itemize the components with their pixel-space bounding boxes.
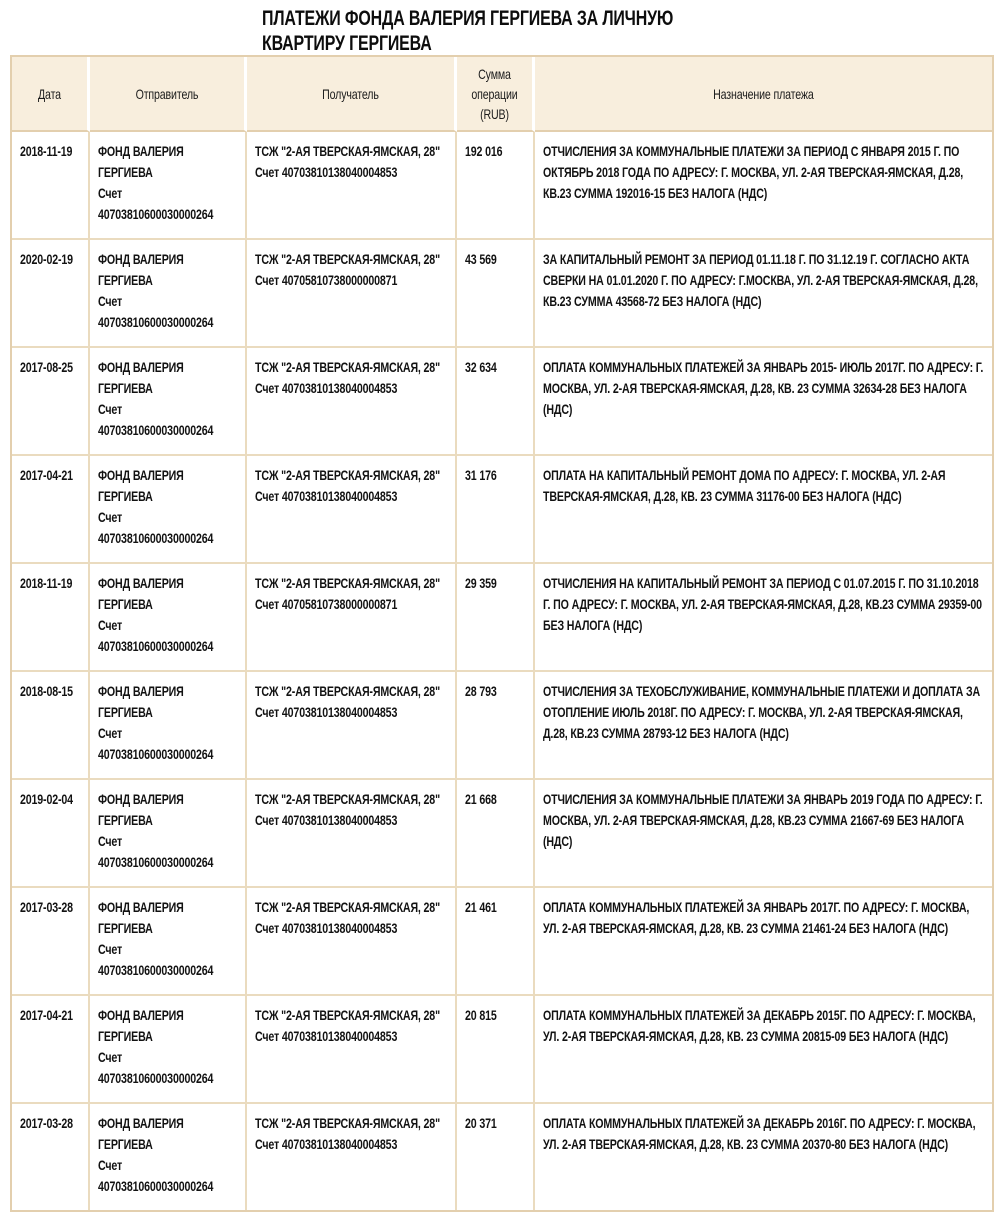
sender-account: Счет 40703810600030000264 (98, 725, 214, 762)
sender-name: ФОНД ВАЛЕРИЯ ГЕРГИЕВА (98, 683, 184, 720)
sender-cell (90, 456, 247, 564)
recipient-cell (247, 240, 457, 348)
recipient-cell (247, 672, 457, 780)
table-row (12, 780, 992, 888)
recipient-account: Счет 40703810138040004853 (255, 380, 398, 396)
recipient-account: Счет 40703810138040004853 (255, 1028, 398, 1044)
recipient-cell (247, 1104, 457, 1210)
date-cell: 2017-04-21 (12, 456, 90, 564)
table-row (12, 132, 992, 240)
amount-cell: 20 815 (457, 996, 535, 1104)
sender-account: Счет 40703810600030000264 (98, 833, 214, 870)
recipient-account: Счет 40705810738000000871 (255, 596, 398, 612)
recipient-name: ТСЖ "2-АЯ ТВЕРСКАЯ-ЯМСКАЯ, 28" (255, 359, 440, 375)
recipient-cell (247, 132, 457, 240)
amount-cell: 21 668 (457, 780, 535, 888)
table-row (12, 888, 992, 996)
col-header-recipient: Получатель (247, 57, 457, 132)
recipient-name: ТСЖ "2-АЯ ТВЕРСКАЯ-ЯМСКАЯ, 28" (255, 1007, 440, 1023)
date-cell: 2017-04-21 (12, 996, 90, 1104)
sender-cell (90, 780, 247, 888)
recipient-name: ТСЖ "2-АЯ ТВЕРСКАЯ-ЯМСКАЯ, 28" (255, 899, 440, 915)
col-header-sender: Отправитель (90, 57, 247, 132)
sender-cell (90, 996, 247, 1104)
sender-name: ФОНД ВАЛЕРИЯ ГЕРГИЕВА (98, 791, 184, 828)
date-cell: 2020-02-19 (12, 240, 90, 348)
purpose-cell: ЗА КАПИТАЛЬНЫЙ РЕМОНТ ЗА ПЕРИОД 01.11.18 Г. ПО 31.12.19 Г. СОГЛАСНО АКТА СВЕРКИ НА 01.01.2020 Г. ПО АДРЕСУ: Г.МОСКВА, УЛ. 2-АЯ ТВЕРСКАЯ-ЯМСКАЯ, Д.28, КВ.23 СУММА 43568-72 БЕЗ НАЛОГА (НДС) (535, 240, 992, 348)
recipient-account: Счет 40703810138040004853 (255, 704, 398, 720)
recipient-name: ТСЖ "2-АЯ ТВЕРСКАЯ-ЯМСКАЯ, 28" (255, 683, 440, 699)
sender-cell (90, 672, 247, 780)
purpose-cell: ОПЛАТА КОММУНАЛЬНЫХ ПЛАТЕЖЕЙ ЗА ЯНВАРЬ 2015- ИЮЛЬ 2017Г. ПО АДРЕСУ: Г. МОСКВА, УЛ. 2-АЯ ТВЕРСКАЯ-ЯМСКАЯ, Д.28, КВ. 23 СУММА 32634-28 БЕЗ НАЛОГА (НДС) (535, 348, 992, 456)
sender-name: ФОНД ВАЛЕРИЯ ГЕРГИЕВА (98, 467, 184, 504)
table-row (12, 240, 992, 348)
table-row (12, 672, 992, 780)
date-cell: 2017-03-28 (12, 1104, 90, 1210)
recipient-cell (247, 348, 457, 456)
sender-cell (90, 240, 247, 348)
table-row (12, 564, 992, 672)
date-cell: 2018-08-15 (12, 672, 90, 780)
sender-account: Счет 40703810600030000264 (98, 941, 214, 978)
sender-account: Счет 40703810600030000264 (98, 1049, 214, 1086)
sender-cell (90, 1104, 247, 1210)
recipient-cell (247, 456, 457, 564)
purpose-cell: ОПЛАТА КОММУНАЛЬНЫХ ПЛАТЕЖЕЙ ЗА ДЕКАБРЬ 2015Г. ПО АДРЕСУ: Г. МОСКВА, УЛ. 2-АЯ ТВЕРСКАЯ-ЯМСКАЯ, Д.28, КВ. 23 СУММА 20815-09 БЕЗ НАЛОГА (НДС) (535, 996, 992, 1104)
purpose-cell: ОТЧИСЛЕНИЯ ЗА КОММУНАЛЬНЫЕ ПЛАТЕЖИ ЗА ПЕРИОД С ЯНВАРЯ 2015 Г. ПО ОКТЯБРЬ 2018 ГОДА ПО АДРЕСУ: Г. МОСКВА, УЛ. 2-АЯ ТВЕРСКАЯ-ЯМСКАЯ, Д.28, КВ.23 СУММА 192016-15 БЕЗ НАЛОГА (НДС) (535, 132, 992, 240)
table-row (12, 348, 992, 456)
sender-account: Счет 40703810600030000264 (98, 509, 214, 546)
date-cell: 2018-11-19 (12, 564, 90, 672)
sender-account: Счет 40703810600030000264 (98, 185, 214, 222)
sender-cell (90, 888, 247, 996)
purpose-cell: ОПЛАТА КОММУНАЛЬНЫХ ПЛАТЕЖЕЙ ЗА ДЕКАБРЬ 2016Г. ПО АДРЕСУ: Г. МОСКВА, УЛ. 2-АЯ ТВЕРСКАЯ-ЯМСКАЯ, Д.28, КВ. 23 СУММА 20370-80 БЕЗ НАЛОГА (НДС) (535, 1104, 992, 1210)
amount-cell: 29 359 (457, 564, 535, 672)
sender-account: Счет 40703810600030000264 (98, 617, 214, 654)
amount-cell: 43 569 (457, 240, 535, 348)
purpose-cell: ОТЧИСЛЕНИЯ ЗА ТЕХОБСЛУЖИВАНИЕ, КОММУНАЛЬНЫЕ ПЛАТЕЖИ И ДОПЛАТА ЗА ОТОПЛЕНИЕ ИЮЛЬ 2018Г. ПО АДРЕСУ: Г. МОСКВА, УЛ. 2-АЯ ТВЕРСКАЯ-ЯМСКАЯ, Д.28, КВ.23 СУММА 28793-12 БЕЗ НАЛОГА (НДС) (535, 672, 992, 780)
sender-name: ФОНД ВАЛЕРИЯ ГЕРГИЕВА (98, 575, 184, 612)
amount-cell: 20 371 (457, 1104, 535, 1210)
recipient-name: ТСЖ "2-АЯ ТВЕРСКАЯ-ЯМСКАЯ, 28" (255, 575, 440, 591)
sender-account: Счет 40703810600030000264 (98, 401, 214, 438)
sender-cell (90, 132, 247, 240)
sender-cell (90, 348, 247, 456)
recipient-name: ТСЖ "2-АЯ ТВЕРСКАЯ-ЯМСКАЯ, 28" (255, 791, 440, 807)
recipient-name: ТСЖ "2-АЯ ТВЕРСКАЯ-ЯМСКАЯ, 28" (255, 251, 440, 267)
sender-account: Счет 40703810600030000264 (98, 1157, 214, 1194)
payments-table (10, 55, 994, 1212)
purpose-cell: ОТЧИСЛЕНИЯ НА КАПИТАЛЬНЫЙ РЕМОНТ ЗА ПЕРИОД С 01.07.2015 Г. ПО 31.10.2018 Г. ПО АДРЕСУ: Г. МОСКВА, УЛ. 2-АЯ ТВЕРСКАЯ-ЯМСКАЯ, Д.28, КВ.23 СУММА 29359-00 БЕЗ НАЛОГА (НДС) (535, 564, 992, 672)
recipient-name: ТСЖ "2-АЯ ТВЕРСКАЯ-ЯМСКАЯ, 28" (255, 467, 440, 483)
recipient-name: ТСЖ "2-АЯ ТВЕРСКАЯ-ЯМСКАЯ, 28" (255, 1115, 440, 1131)
col-header-purpose: Назначение платежа (535, 57, 992, 132)
amount-cell: 192 016 (457, 132, 535, 240)
sender-name: ФОНД ВАЛЕРИЯ ГЕРГИЕВА (98, 899, 184, 936)
purpose-cell: ОПЛАТА НА КАПИТАЛЬНЫЙ РЕМОНТ ДОМА ПО АДРЕСУ: Г. МОСКВА, УЛ. 2-АЯ ТВЕРСКАЯ-ЯМСКАЯ, Д.28, КВ. 23 СУММА 31176-00 БЕЗ НАЛОГА (НДС) (535, 456, 992, 564)
purpose-cell: ОПЛАТА КОММУНАЛЬНЫХ ПЛАТЕЖЕЙ ЗА ЯНВАРЬ 2017Г. ПО АДРЕСУ: Г. МОСКВА, УЛ. 2-АЯ ТВЕРСКАЯ-ЯМСКАЯ, Д.28, КВ. 23 СУММА 21461-24 БЕЗ НАЛОГА (НДС) (535, 888, 992, 996)
amount-cell: 28 793 (457, 672, 535, 780)
date-cell: 2019-02-04 (12, 780, 90, 888)
recipient-account: Счет 40703810138040004853 (255, 1136, 398, 1152)
date-cell: 2017-08-25 (12, 348, 90, 456)
page-title-line-1: ПЛАТЕЖИ ФОНДА ВАЛЕРИЯ ГЕРГИЕВА ЗА ЛИЧНУЮ (262, 7, 674, 30)
col-header-amount: Сумма операции (RUB) (457, 57, 535, 132)
date-cell: 2018-11-19 (12, 132, 90, 240)
table-row (12, 456, 992, 564)
recipient-account: Счет 40703810138040004853 (255, 920, 398, 936)
col-header-date: Дата (12, 57, 90, 132)
sender-name: ФОНД ВАЛЕРИЯ ГЕРГИЕВА (98, 1007, 184, 1044)
recipient-account: Счет 40705810738000000871 (255, 272, 398, 288)
amount-cell: 31 176 (457, 456, 535, 564)
page-title-line-2: КВАРТИРУ ГЕРГИЕВА (262, 32, 432, 55)
purpose-cell: ОТЧИСЛЕНИЯ ЗА КОММУНАЛЬНЫЕ ПЛАТЕЖИ ЗА ЯНВАРЬ 2019 ГОДА ПО АДРЕСУ: Г. МОСКВА, УЛ. 2-АЯ ТВЕРСКАЯ-ЯМСКАЯ, Д.28, КВ.23 СУММА 21667-69 БЕЗ НАЛОГА (НДС) (535, 780, 992, 888)
sender-name: ФОНД ВАЛЕРИЯ ГЕРГИЕВА (98, 251, 184, 288)
recipient-cell (247, 888, 457, 996)
sender-name: ФОНД ВАЛЕРИЯ ГЕРГИЕВА (98, 359, 184, 396)
sender-name: ФОНД ВАЛЕРИЯ ГЕРГИЕВА (98, 1115, 184, 1152)
table-header-row (12, 57, 992, 132)
recipient-account: Счет 40703810138040004853 (255, 164, 398, 180)
amount-cell: 32 634 (457, 348, 535, 456)
recipient-name: ТСЖ "2-АЯ ТВЕРСКАЯ-ЯМСКАЯ, 28" (255, 143, 440, 159)
page-title (262, 6, 822, 56)
recipient-cell (247, 996, 457, 1104)
recipient-cell (247, 564, 457, 672)
recipient-account: Счет 40703810138040004853 (255, 812, 398, 828)
sender-cell (90, 564, 247, 672)
table-row (12, 1104, 992, 1210)
sender-account: Счет 40703810600030000264 (98, 293, 214, 330)
sender-name: ФОНД ВАЛЕРИЯ ГЕРГИЕВА (98, 143, 184, 180)
table-row (12, 996, 992, 1104)
amount-cell: 21 461 (457, 888, 535, 996)
recipient-account: Счет 40703810138040004853 (255, 488, 398, 504)
recipient-cell (247, 780, 457, 888)
date-cell: 2017-03-28 (12, 888, 90, 996)
